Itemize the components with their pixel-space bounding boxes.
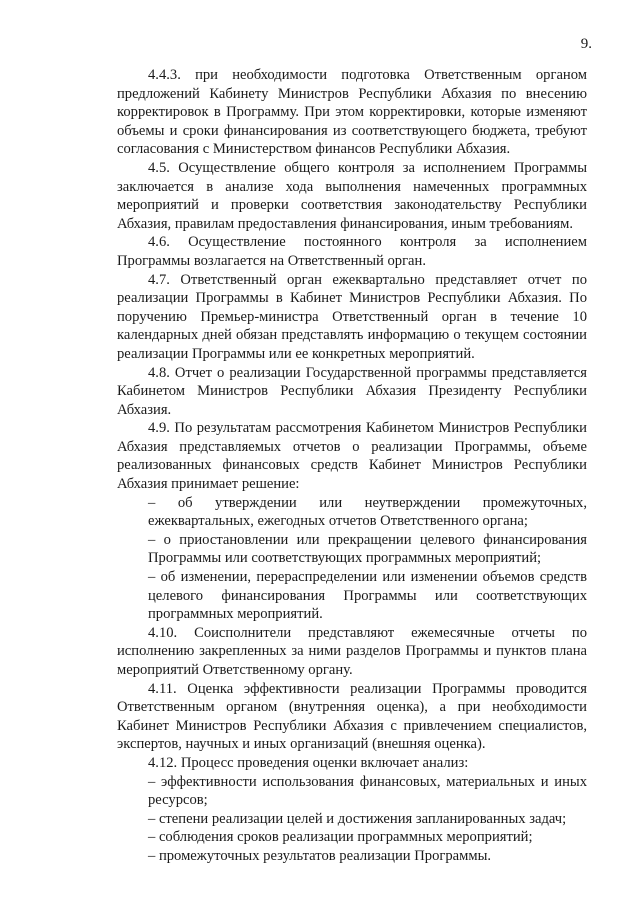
list-item: – эффективности использования финансовых, материальных и иных ресурсов; [148,773,587,809]
page-number: 9. [580,36,592,52]
paragraph-4-4-3: 4.4.3. при необходимости подготовка Ответственным органом предложений Кабинету Министров Республики Абхазия по внесению корректировок в Программу. При этом корректировки, которые изменяют объемы и сроки финансирования из соответствующего бюджета, требуют согласования с Министерством финансов Республики Абхазия. [117,67,587,158]
paragraph-4-10: 4.10. Соисполнители представляют ежемесячные отчеты по исполнению закрепленных за ними разделов Программы и пунктов плана мероприятий Ответственному органу. [117,624,587,678]
list-item: – о приостановлении или прекращении целевого финансирования Программы или соответствующих программных мероприятий; [148,531,587,567]
paragraph-4-12: 4.12. Процесс проведения оценки включает анализ: [148,754,469,771]
list-item: – об утверждении или неутверждении промежуточных, ежеквартальных, ежегодных отчетов Ответственного органа; [148,494,587,530]
paragraph-4-9: 4.9. По результатам рассмотрения Кабинетом Министров Республики Абхазия представляемых отчетов о реализации Программы, объеме реализованных финансовых средств Кабинет Министров Республики Абхазия принимает решение: [117,420,587,493]
paragraph-4-8: 4.8. Отчет о реализации Государственной программы представляется Кабинетом Министров Республики Абхазия Президенту Республики Абхазия. [117,364,587,418]
paragraph-4-11: 4.11. Оценка эффективности реализации Программы проводится Ответственным органом (внутренняя оценка), а при необходимости Кабинет Министров Республики Абхазия с привлечением специалистов, экспертов, научных и иных организаций (внешняя оценка). [117,680,587,753]
paragraph-4-5: 4.5. Осуществление общего контроля за исполнением Программы заключается в анализе хода выполнения намеченных программных мероприятий и проверки соответствия законодательству Республики Абхазия, правилам предоставления финансирования, иным требованиям. [117,159,587,232]
paragraph-4-6: 4.6. Осуществление постоянного контроля за исполнением Программы возлагается на Ответственный орган. [117,234,587,269]
list-item: – степени реализации целей и достижения запланированных задач; [148,810,567,827]
list-item: – соблюдения сроков реализации программных мероприятий; [148,829,533,846]
document-body [117,66,587,866]
list-item: – об изменении, перераспределении или изменении объемов средств целевого финансирования Программы или соответствующих программных мероприятий. [148,569,587,623]
list-item: – промежуточных результатов реализации Программы. [148,847,492,864]
paragraph-4-7: 4.7. Ответственный орган ежеквартально представляет отчет по реализации Программы в Кабинет Министров Республики Абхазия. По поручению Премьер-министра Ответственный орган в течение 10 календарных дней обязан представлять информацию о текущем состоянии реализации Программы или ее конкретных мероприятий. [117,271,587,362]
